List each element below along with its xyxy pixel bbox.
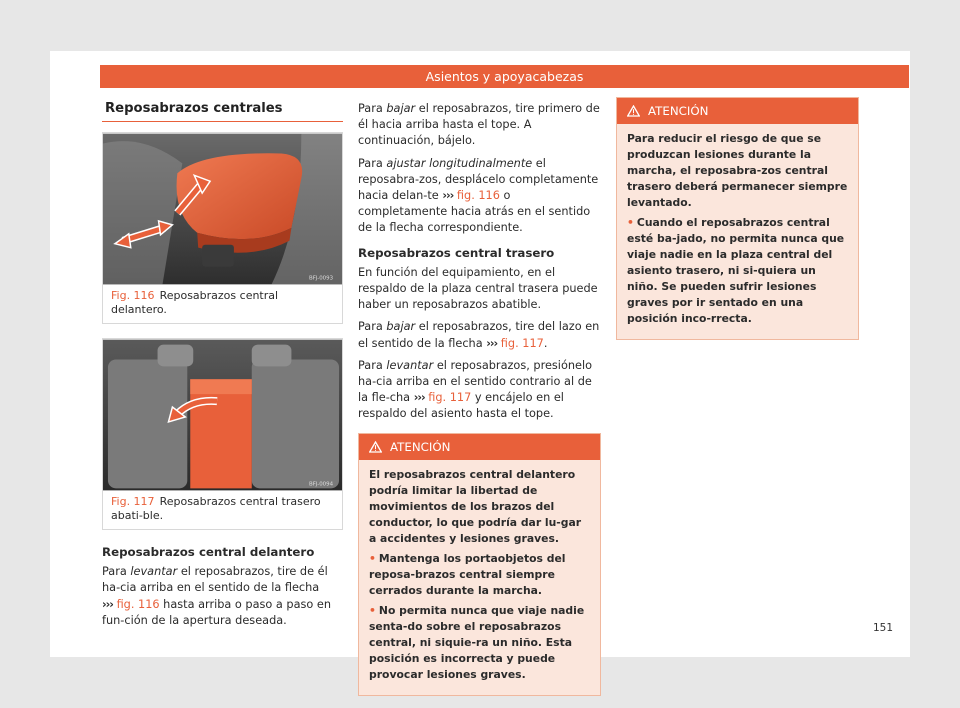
warning-triangle-icon — [369, 441, 382, 453]
warning-body — [617, 124, 858, 339]
column-left — [102, 97, 343, 635]
rear-lower-text: Para bajar el reposabrazos, tire del lazo en el sentido de la flecha ››› fig. 117. — [358, 320, 600, 350]
fig-117-link[interactable]: fig. 117 — [428, 391, 472, 405]
warning-header — [617, 98, 858, 124]
warning-bullet: • Cuando el reposabrazos central esté ba-jado, no permita nunca que viaje nadie en la plaza central del asiento trasero, ni si-quiera un niño. Se pueden sufrir lesiones graves por ir sentado en una posición inco-rrecta. — [627, 216, 845, 325]
fig-116-link[interactable]: fig. 116 — [116, 597, 160, 611]
figure-caption — [103, 285, 342, 323]
rear-armrest-photo — [103, 339, 342, 491]
front-armrest-photo — [103, 133, 342, 285]
chevron-triple-icon: ››› — [102, 597, 113, 611]
figure-label: Fig. 116 — [111, 289, 155, 302]
chapter-header — [100, 65, 909, 88]
figure-label: Fig. 117 — [111, 495, 155, 508]
section-title: Reposabrazos centrales — [105, 101, 283, 116]
rear-armrest-intro: En función del equipamiento, en el respaldo de la plaza central trasera puede haber un reposabrazos abatible. — [358, 265, 598, 312]
figure-code: BFJ-0094 — [308, 481, 334, 488]
adjust-armrest-text: Para ajustar longitudinalmente el reposabra-zos, desplácelo completamente hacia delan-te ››› fig. 116 o completamente hacia atrás en el sentido de la flecha correspondiente. — [358, 156, 599, 235]
section-rule — [102, 121, 343, 122]
front-armrest-text: Para levantar el reposabrazos, tire de él ha-cia arriba en el sentido de la flecha ››› fig. 116 hasta arriba o paso a paso en fun-ción de la apertura deseada. — [102, 565, 332, 627]
warning-title: ATENCIÓN — [390, 439, 451, 454]
warning-box-front — [358, 433, 601, 696]
rear-armrest-heading: Reposabrazos central trasero — [358, 245, 555, 260]
column-right — [616, 97, 859, 340]
figure-caption — [103, 491, 342, 529]
bullet-icon: • — [369, 551, 376, 565]
bullet-icon: • — [627, 216, 634, 229]
page-number: 151 — [873, 622, 894, 634]
lower-armrest-text: Para bajar el reposabrazos, tire primero de él hacia arriba hasta el tope. A continuación, bájelo. — [358, 102, 600, 148]
warning-body — [359, 460, 600, 695]
warning-bullet: • Mantenga los portaobjetos del reposa-brazos central siempre cerrados durante la marcha. — [369, 551, 566, 597]
bullet-icon: • — [369, 603, 376, 617]
warning-intro: Para reducir el riesgo de que se produzcan lesiones durante la marcha, el reposabra-zos central trasero deberá permanecer siempre levantado. — [627, 132, 848, 209]
chapter-title: Asientos y apoyacabezas — [425, 69, 584, 84]
figure-116 — [102, 132, 343, 324]
fig-116-link[interactable]: fig. 116 — [456, 189, 500, 203]
figure-caption-text: Reposabrazos central trasero abati-ble. — [111, 495, 321, 522]
rear-raise-text: Para levantar el reposabrazos, presiónelo ha-cia arriba en el sentido contrario al de la fle-cha ››› fig. 117 y encájelo en el respaldo del asiento hasta el tope. — [358, 358, 593, 421]
chevron-triple-icon: ››› — [486, 336, 498, 350]
figure-caption-text: Reposabrazos central delantero. — [111, 289, 279, 316]
warning-title: ATENCIÓN — [648, 104, 709, 118]
front-armrest-heading: Reposabrazos central delantero — [102, 545, 315, 559]
warning-triangle-icon — [627, 105, 640, 117]
figure-117 — [102, 338, 343, 530]
warning-header — [359, 434, 600, 460]
warning-bullet: • No permita nunca que viaje nadie senta-do sobre el reposabrazos central, ni siquie-ra un niño. Esta posición es incorrecta y puede provocar lesiones graves. — [369, 603, 585, 681]
figure-code: BFJ-0093 — [308, 275, 334, 282]
fig-117-link[interactable]: fig. 117 — [500, 336, 544, 350]
warning-box-rear — [616, 97, 859, 340]
column-middle — [358, 101, 601, 696]
page — [50, 51, 910, 681]
warning-intro: El reposabrazos central delantero podría limitar la libertad de movimientos de los brazos del conductor, lo que podría dar lu-gar a accidentes y lesiones graves. — [369, 467, 582, 545]
chevron-triple-icon: ››› — [442, 189, 454, 203]
chevron-triple-icon: ››› — [413, 391, 425, 405]
